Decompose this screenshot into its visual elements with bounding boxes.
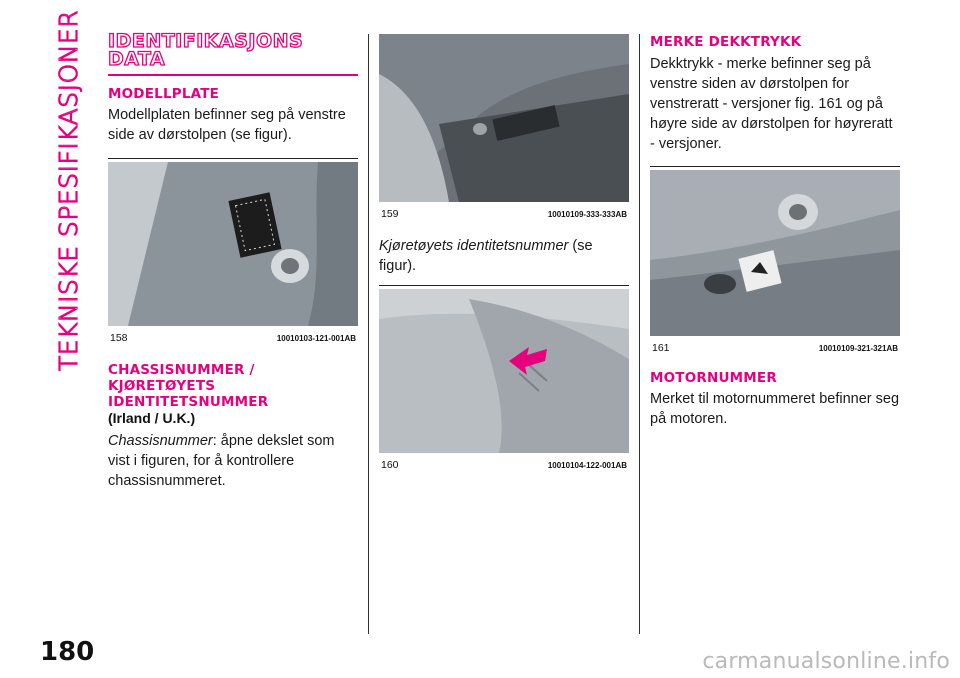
figure-158-photo xyxy=(108,162,358,326)
chassis-subheading: (Irland / U.K.) xyxy=(108,410,196,426)
figure-161-code: 10010109-321-321AB xyxy=(818,344,898,353)
chassis-italic: Chassisnummer xyxy=(108,433,213,449)
page-title: IDENTIFIKASJONS DATA xyxy=(108,32,358,76)
column-middle xyxy=(379,0,629,471)
figure-159-number: 159 xyxy=(381,208,399,220)
column-right xyxy=(650,0,900,429)
column-divider xyxy=(639,34,640,634)
figure-158 xyxy=(108,158,358,344)
figure-160-photo xyxy=(379,289,629,453)
side-section-tab xyxy=(52,9,86,371)
figure-158-number: 158 xyxy=(110,332,128,344)
modellplate-text: Modellplaten befinner seg på venstre side av dørstolpen (se figur). xyxy=(108,107,346,143)
tyre-heading: MERKE DEKKTRYKK xyxy=(650,34,802,50)
modellplate-heading: MODELLPLATE xyxy=(108,86,220,102)
column-left xyxy=(108,0,358,491)
engine-text: Merket til motornummeret befinner seg på motoren. xyxy=(650,391,900,427)
engine-heading: MOTORNUMMER xyxy=(650,370,777,386)
figure-161 xyxy=(650,166,900,354)
page-number: 180 xyxy=(40,637,95,667)
figure-161-number: 161 xyxy=(652,342,670,354)
column-divider xyxy=(368,34,369,634)
figure-159 xyxy=(379,34,629,220)
chassis-body: : åpne dekslet som vist i figuren, for å kontrollere chassisnummeret. xyxy=(108,433,335,489)
chassis-text xyxy=(108,431,358,491)
figure-158-code: 10010103-121-001AB xyxy=(276,334,356,343)
figure-159-photo xyxy=(379,34,629,202)
watermark: carmanualsonline.info xyxy=(702,649,950,674)
figure-161-photo xyxy=(650,170,900,336)
vin-text xyxy=(379,236,629,276)
vin-body: (se figur). xyxy=(379,238,593,274)
figure-160-code: 10010104-122-001AB xyxy=(547,461,627,470)
figure-160-number: 160 xyxy=(381,459,399,471)
chassis-heading: CHASSISNUMMER / KJØRETØYETS IDENTITETSNUMMER xyxy=(108,362,269,410)
tyre-text: Dekktrykk - merke befinner seg på venstre siden av dørstolpen for venstreratt - versjoner fig. 161 og på høyre side av dørstolpen for høyreratt - versjoner. xyxy=(650,56,893,152)
figure-160 xyxy=(379,285,629,471)
figure-159-code: 10010109-333-333AB xyxy=(547,210,627,219)
side-section-label: TEKNISKE SPESIFIKASJONER xyxy=(54,9,84,371)
vin-italic: Kjøretøyets identitetsnummer xyxy=(379,238,569,254)
